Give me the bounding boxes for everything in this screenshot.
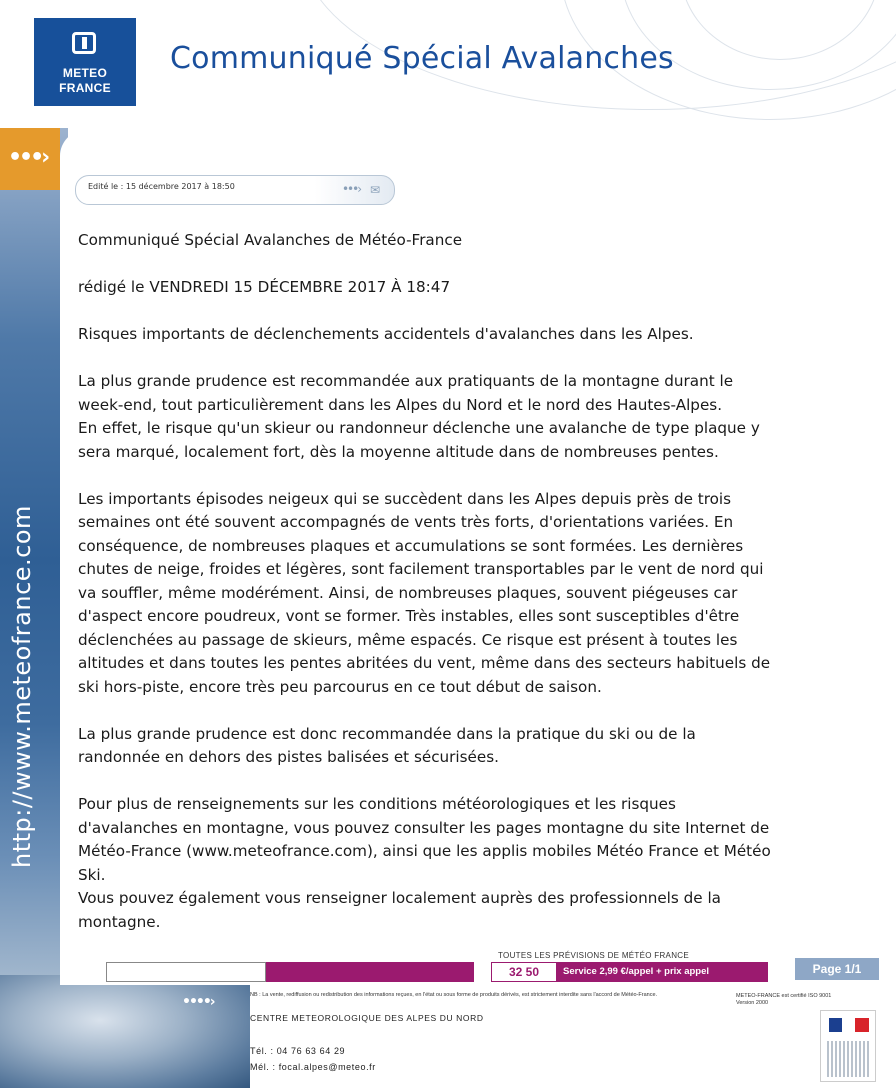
logo-line-1: METEO	[62, 66, 108, 80]
edit-date-box	[75, 175, 395, 205]
paragraph-prudence: La plus grande prudence est recommandée aux pratiquants de la montagne durant le week-end, tout particulièrement dans les Alpes du Nord et le nord des Hautes-Alpes. En effet, le risque qu'un skieur ou randonneur déclenche une avalanche de type plaque y sera marqué, localement fort, dès la moyenne altitude dans de nombreuses pentes.	[78, 372, 760, 461]
sky-image	[0, 975, 250, 1088]
paragraph-heading: Communiqué Spécial Avalanches de Météo-France	[78, 231, 463, 249]
previsions-label: TOUTES LES PRÉVISIONS DE MÉTÉO FRANCE	[498, 951, 689, 960]
phone-number-badge: 32 50	[491, 962, 557, 982]
paragraph-snow-details: Les importants épisodes neigeux qui se succèdent dans les Alpes depuis près de trois semaines ont été souvent accompagnés de vents très forts, d'orientations variées. En conséquence, de nombreuses plaques et accumulations se sont formées. Les dernières chutes de neige, froides et légères, sont facilement transportables par le vent de nord qui va souffler, même modérément. Ainsi, de nombreuses plaques, souvent piégeuses car d'aspect encore poudreux, vont se former. Très instables, elles sont susceptibles d'être déclenchées au passage de skieurs, même espacés. Ce risque est présent à toutes les altitudes et dans toutes les pentes abritées du vent, même dans des secteurs habituels de ski hors-piste, encore très peu parcourus en ce tout début de saison.	[78, 489, 771, 696]
footer-email: Mél. : focal.alpes@meteo.fr	[250, 1062, 376, 1072]
bar-purple-segment	[266, 962, 474, 982]
bulletin-body	[78, 229, 878, 958]
footer-telephone: Tél. : 04 76 63 64 29	[250, 1046, 346, 1056]
service-price-label: Service 2,99 €/appel + prix appel	[557, 962, 768, 982]
meteo-france-logo	[34, 18, 136, 106]
iso-line-2: Version 2000	[736, 1000, 769, 1006]
paragraph-date: rédigé le VENDREDI 15 DÉCEMBRE 2017 À 18:47	[78, 278, 451, 296]
republique-francaise-logo	[820, 1010, 876, 1082]
page-indicator: Page 1/1	[795, 958, 879, 980]
edit-date-text: Edité le : 15 décembre 2017 à 18:50	[88, 182, 235, 191]
email-envelope-icon[interactable]: ✉	[369, 183, 380, 197]
french-flag-icon	[829, 1017, 869, 1031]
footer-iso-certification	[736, 993, 831, 1007]
logo-line-2: FRANCE	[59, 81, 111, 95]
arrow-tab-icon: •••›	[0, 128, 60, 190]
iso-line-1: METEO-FRANCE est certifié ISO 9001	[736, 993, 832, 999]
paragraph-more-info: Pour plus de renseignements sur les conditions météorologiques et les risques d'avalanches en montagne, vous pouvez consulter les pages montagne du site Internet de Météo-France (www.meteofrance.com), ainsi que les applis mobiles Météo France et Météo Ski. Vous pouvez également vous renseigner localement auprès des professionnels de la montagne.	[78, 795, 771, 931]
paragraph-risk-summary: Risques importants de déclenchements accidentels d'avalanches dans les Alpes.	[78, 325, 694, 343]
meteo-france-mark-icon	[72, 32, 96, 54]
footer-legal-notice: NB : La vente, rediffusion ou redistribution des informations reçues, en l'état ou sous forme de produits dérivés, est strictement interdite sans l'accord de Météo-France.	[250, 992, 658, 998]
arrow-icon: •••›	[341, 182, 360, 196]
sky-arrow-icon: ••••›	[182, 994, 214, 1010]
footer-center-name: CENTRE METEOROLOGIQUE DES ALPES DU NORD	[250, 1013, 484, 1023]
vertical-website-url: http://www.meteofrance.com	[8, 505, 36, 868]
bar-white-segment	[106, 962, 266, 982]
page-title: Communiqué Spécial Avalanches	[170, 41, 674, 76]
logo-text-lines	[827, 1041, 871, 1077]
paragraph-recommendation: La plus grande prudence est donc recommandée dans la pratique du ski ou de la randonnée en dehors des pistes balisées et sécurisées.	[78, 724, 696, 766]
